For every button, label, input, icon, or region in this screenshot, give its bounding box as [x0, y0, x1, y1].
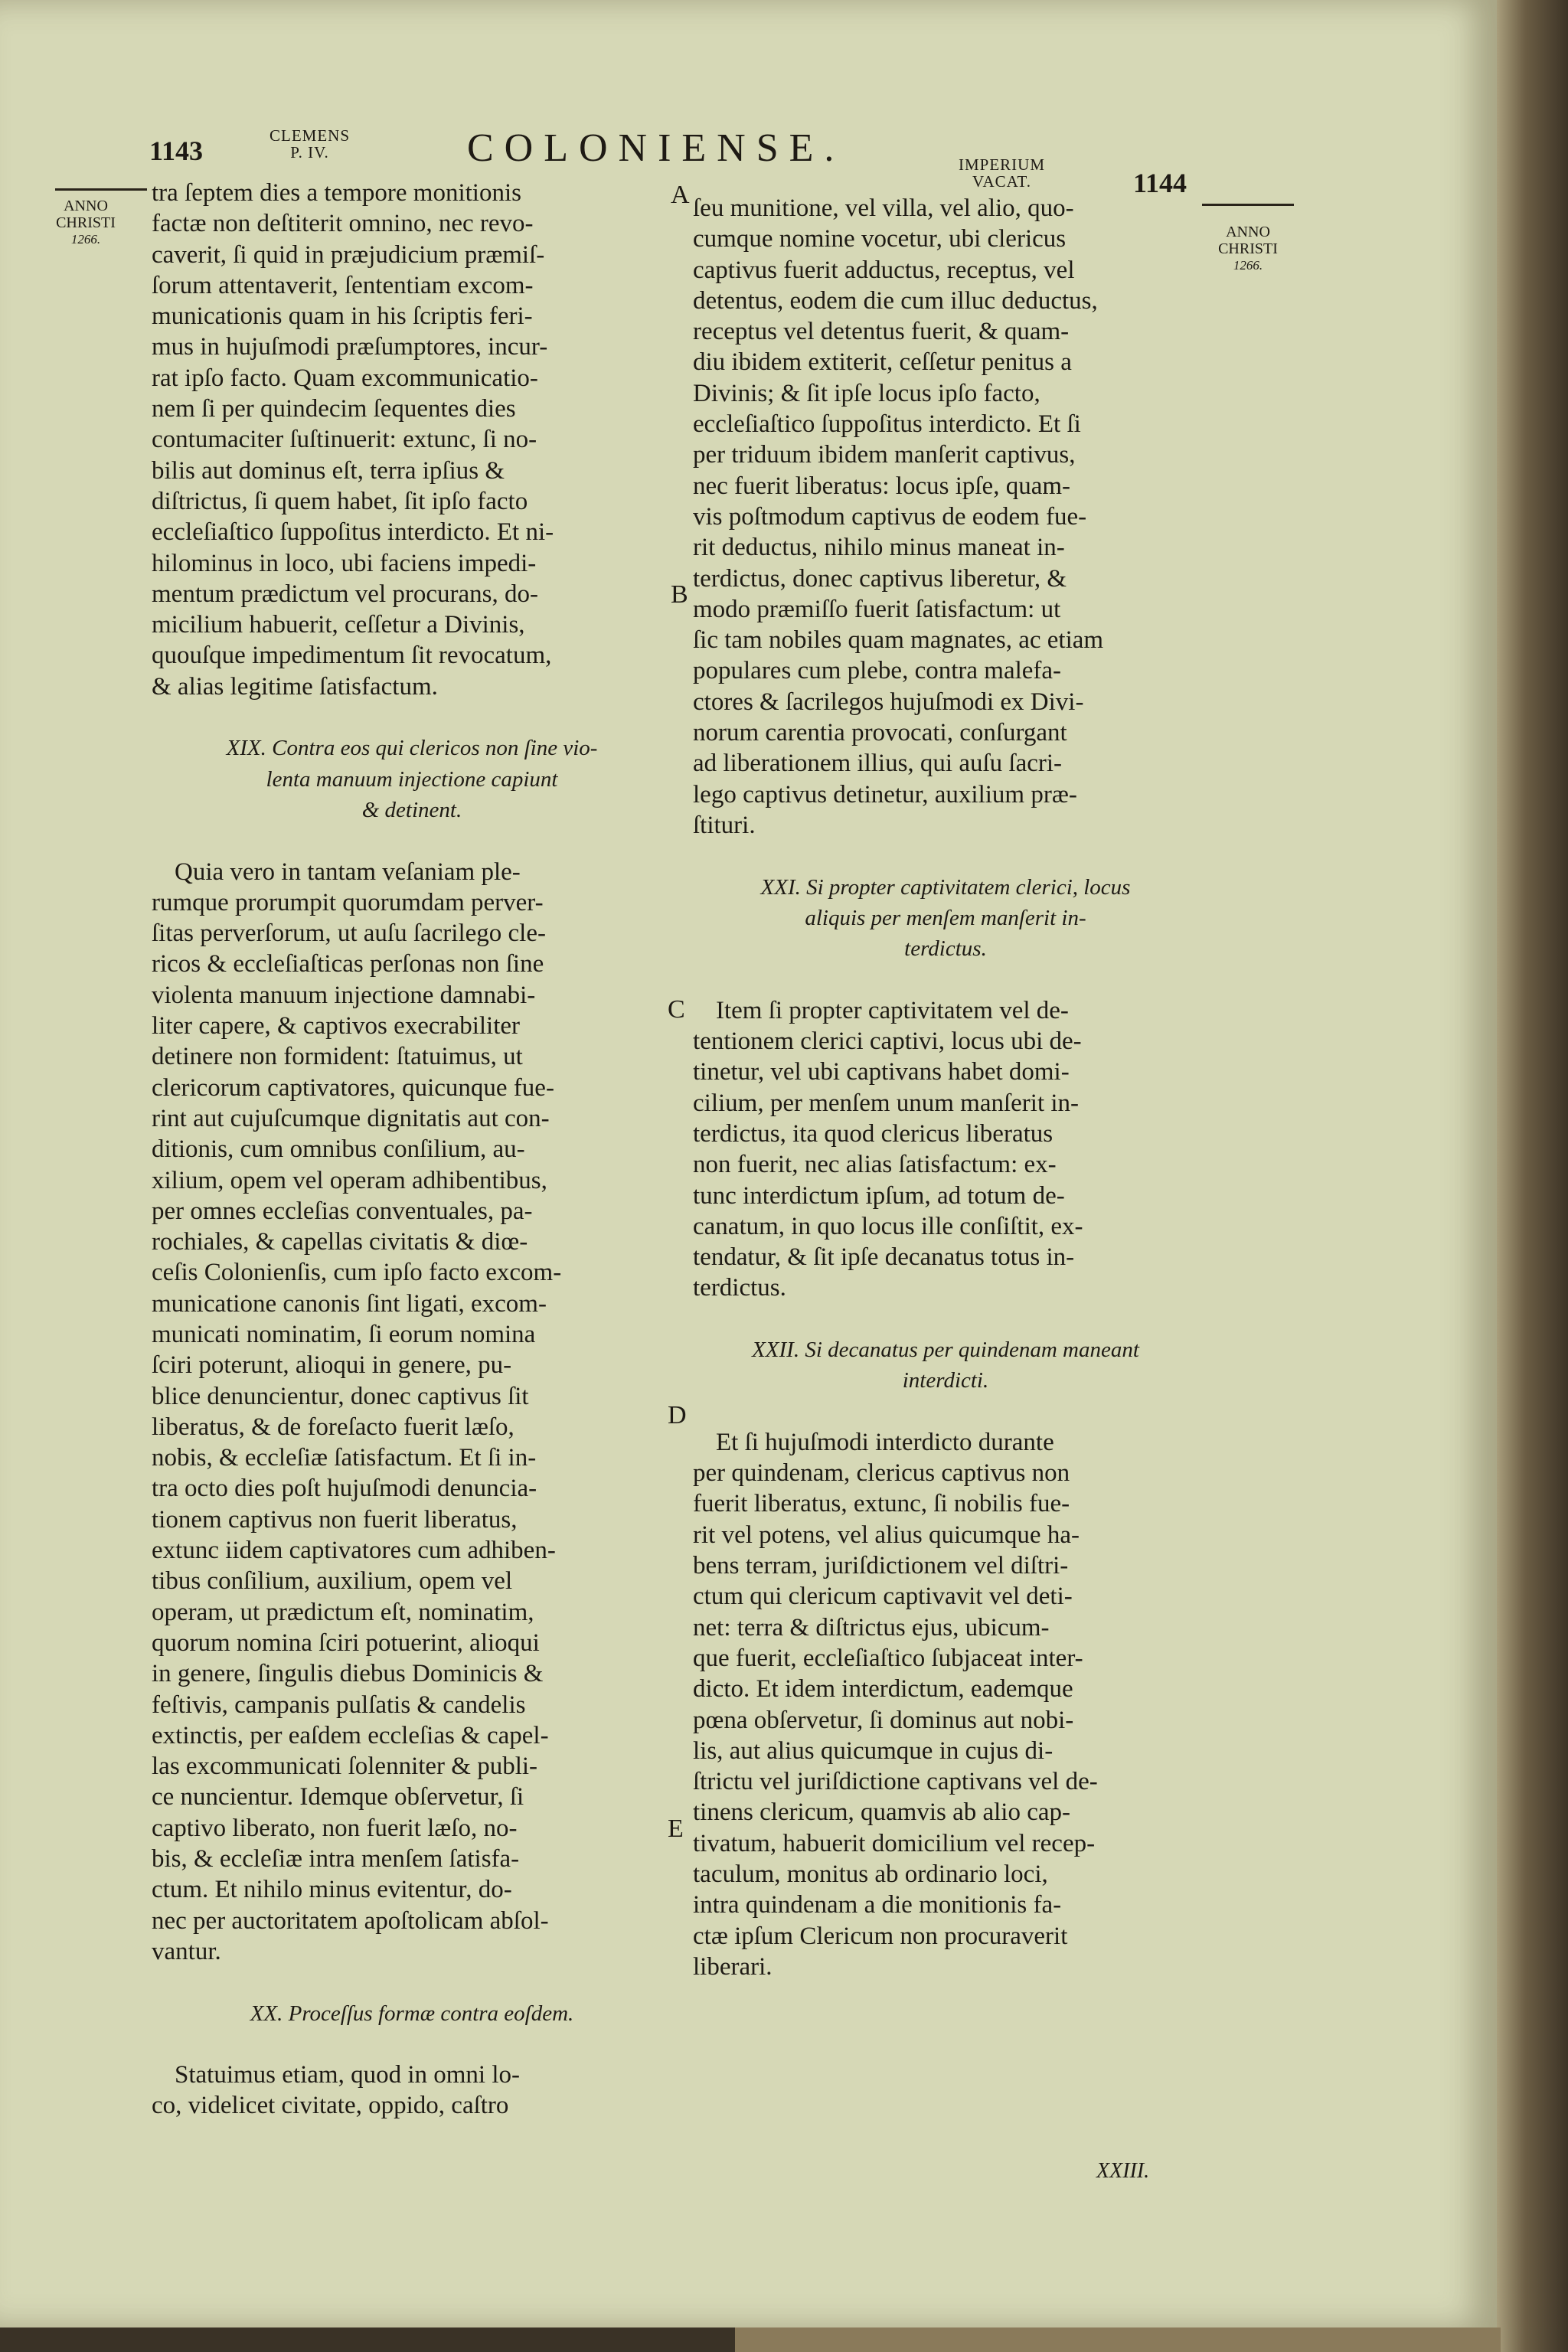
margin-year-right — [1210, 224, 1286, 274]
text-line: Et ſi hujuſmodi interdicto durante — [716, 1428, 1054, 1456]
text-line: ſtrictu vel juriſdictione captivans vel de- — [693, 1768, 1098, 1796]
text-line: tinens clericum, quamvis ab alio cap- — [693, 1798, 1071, 1827]
text-line: tionem captivus non fuerit liberatus, — [152, 1505, 518, 1534]
section-heading: terdictus. — [904, 936, 987, 962]
text-line: in genere, ſingulis diebus Dominicis & — [152, 1660, 544, 1688]
text-line: net: terra & diſtrictus ejus, ubicum- — [693, 1613, 1050, 1642]
text-line: tinetur, vel ubi captivans habet domi- — [693, 1058, 1070, 1086]
text-line: xilium, opem vel operam adhibentibus, — [152, 1166, 547, 1194]
text-line: ceſis Colonienſis, cum ipſo facto excom- — [152, 1259, 562, 1287]
page-number-left: 1143 — [149, 136, 204, 166]
text-line: Item ſi propter captivitatem vel de- — [716, 996, 1069, 1024]
text-line: tivatum, habuerit domicilium vel recep- — [693, 1829, 1096, 1857]
text-line: terdictus, ita quod clericus liberatus — [693, 1119, 1054, 1148]
paragraph-gap — [693, 964, 1198, 995]
text-line: Divinis; & ſit ipſe locus ipſo facto, — [693, 379, 1040, 407]
text-line: Quia vero in tantam veſaniam ple- — [175, 858, 521, 886]
text-line: factæ non deſtiterit omnino, nec revo- — [152, 210, 534, 238]
text-line: tra octo dies poſt hujuſmodi denuncia- — [152, 1475, 537, 1503]
book-spine — [1497, 0, 1568, 2352]
section-heading: aliquis per menſem manſerit in- — [805, 905, 1086, 930]
text-line: nec fuerit liberatus: locus ipſe, quam- — [693, 472, 1071, 500]
running-head-right — [959, 156, 1045, 190]
text-line: municationis quam in his ſcriptis feri- — [152, 302, 533, 331]
text-line: tunc interdictum ipſum, ad totum de- — [693, 1181, 1065, 1210]
text-line: receptus vel detentus fuerit, & quam- — [693, 318, 1070, 346]
text-line: que fuerit, eccleſiaſtico ſubjaceat inter- — [693, 1644, 1083, 1672]
text-line: hilominus in loco, ubi faciens impedi- — [152, 549, 537, 577]
text-line: mus in hujuſmodi præſumptores, incur- — [152, 333, 548, 361]
text-line: ſeu munitione, vel villa, vel alio, quo- — [693, 194, 1074, 222]
text-line: tibus conſilium, auxilium, opem vel — [152, 1567, 513, 1596]
text-line: municatione canonis ſint ligati, excom- — [152, 1289, 547, 1318]
text-line: operam, ut prædictum eſt, nominatim, — [152, 1598, 534, 1626]
text-line: taculum, monitus ab ordinario loci, — [693, 1860, 1048, 1889]
text-line: nec per auctoritatem apoſtolicam abſol- — [152, 1906, 549, 1935]
section-heading: lenta manuum injectione capiunt — [266, 766, 558, 792]
paragraph-gap — [152, 825, 672, 856]
text-line: las excommunicati ſolenniter & publi- — [152, 1753, 538, 1781]
text-line: mentum prædictum vel procurans, do- — [152, 580, 538, 608]
text-line: detentus, eodem die cum illuc deductus, — [693, 286, 1098, 315]
text-line: rint aut cujuſcumque dignitatis aut con- — [152, 1104, 550, 1132]
text-line: modo præmiſſo fuerit ſatisfactum: ut — [693, 595, 1061, 623]
text-line: rochiales, & capellas civitatis & diœ- — [152, 1228, 528, 1256]
running-head-left-line: CLEMENS — [270, 126, 351, 145]
text-line: liberatus, & de foreſacto fuerit læſo, — [152, 1413, 514, 1441]
text-line: municati nominatim, ſi eorum nomina — [152, 1320, 536, 1348]
text-line: diſtrictus, ſi quem habet, ſit ipſo facto — [152, 487, 528, 515]
text-line: rit deductus, nihilo minus maneat in- — [693, 534, 1065, 562]
running-head-right-line: VACAT. — [972, 172, 1031, 191]
text-line: ad liberationem illius, qui auſu ſacri- — [693, 750, 1063, 778]
text-line: per quindenam, clericus captivus non — [693, 1459, 1070, 1488]
text-line: terdictus, donec captivus liberetur, & — [693, 564, 1067, 593]
text-line: rit vel potens, vel alius quicumque ha- — [693, 1521, 1080, 1549]
text-line: intra quindenam a die monitionis fa- — [693, 1891, 1062, 1919]
catchword: XXIII. — [1096, 2159, 1150, 2183]
text-line: lis, aut alius quicumque in cujus di- — [693, 1736, 1054, 1765]
section-heading: XXII. Si decanatus per quindenam maneant — [752, 1337, 1139, 1362]
text-line: eccleſiaſtico ſuppoſitus interdicto. Et ni- — [152, 518, 554, 547]
text-line: extunc iidem captivatores cum adhiben- — [152, 1537, 556, 1565]
paragraph-gap — [693, 1396, 1198, 1427]
text-line: vis poſtmodum captivus de eodem fue- — [693, 502, 1087, 531]
text-line: dicto. Et idem interdictum, eademque — [693, 1675, 1073, 1704]
margin-label: CHRISTI — [1218, 240, 1278, 257]
running-head-left-line: P. IV. — [290, 143, 329, 162]
text-line: canatum, in quo locus ille conſiſtit, ex- — [693, 1212, 1083, 1240]
text-line: liter capere, & captivos execrabiliter — [152, 1012, 520, 1040]
text-line: rumque prorumpit quorumdam perver- — [152, 888, 544, 916]
text-line: populares cum plebe, contra malefa- — [693, 657, 1062, 685]
text-line: fuerit liberatus, extunc, ſi nobilis fue- — [693, 1490, 1070, 1518]
text-line: detinere non formident: ſtatuimus, ut — [152, 1043, 523, 1071]
section-heading: XXI. Si propter captivitatem clerici, locus — [760, 874, 1131, 900]
page-title: COLONIENSE. — [467, 126, 845, 170]
paragraph-gap — [693, 841, 1198, 871]
text-line: rat ipſo facto. Quam excommunicatio- — [152, 364, 538, 392]
text-line: blice denuncientur, donec captivus ſit — [152, 1382, 529, 1410]
text-line: per triduum ibidem manſerit captivus, — [693, 441, 1076, 469]
text-line: tra ſeptem dies a tempore monitionis — [152, 179, 521, 207]
section-letter-e: E — [668, 1815, 684, 1843]
page-edge — [735, 2328, 1501, 2352]
text-line: feſtivis, campanis pulſatis & candelis — [152, 1690, 526, 1719]
page-number-right: 1144 — [1133, 168, 1187, 198]
text-line: bens terram, juriſdictionem vel diſtri- — [693, 1552, 1069, 1580]
rule-right — [1202, 204, 1294, 206]
text-line: captivus fuerit adductus, receptus, vel — [693, 256, 1075, 284]
text-line: cumque nomine vocetur, ubi clericus — [693, 225, 1067, 253]
paragraph-gap — [152, 2029, 672, 2060]
text-line: bilis aut dominus eſt, terra ipſius & — [152, 456, 505, 485]
section-heading: interdicti. — [902, 1368, 989, 1393]
text-line: micilium habuerit, ceſſetur a Divinis, — [152, 611, 525, 639]
text-line: ſorum attentaverit, ſententiam excom- — [152, 271, 534, 299]
text-line: ſciri poterunt, alioqui in genere, pu- — [152, 1351, 512, 1380]
text-line: co, videlicet civitate, oppido, caſtro — [152, 2092, 509, 2120]
text-line: ctum. Et nihilo minus evitentur, do- — [152, 1876, 512, 1904]
text-line: violenta manuum injectione damnabi- — [152, 981, 536, 1009]
text-line: norum carentia provocati, conſurgant — [693, 719, 1067, 747]
paragraph-gap — [693, 1304, 1198, 1334]
text-line: quorum nomina ſciri potuerint, alioqui — [152, 1628, 540, 1657]
paragraph-gap — [152, 702, 672, 733]
text-column-left — [152, 178, 672, 2122]
text-line: captivo liberato, non fuerit læſo, no- — [152, 1814, 518, 1842]
margin-label: CHRISTI — [56, 214, 116, 231]
text-line: extinctis, per eaſdem eccleſias & capel- — [152, 1721, 549, 1749]
running-head-right-line: IMPERIUM — [959, 155, 1046, 174]
margin-year: 1266. — [1233, 258, 1263, 273]
text-column-right — [693, 193, 1198, 1982]
text-line: vantur. — [152, 1937, 221, 1965]
paragraph-gap — [152, 1967, 672, 1998]
margin-year-left — [55, 198, 116, 248]
text-line: ſic tam nobiles quam magnates, ac etiam — [693, 626, 1104, 655]
margin-label: ANNO — [1226, 224, 1270, 240]
text-line: lego captivus detinetur, auxilium præ- — [693, 780, 1077, 808]
text-line: non fuerit, nec alias ſatisfactum: ex- — [693, 1151, 1057, 1179]
section-letter-c: C — [668, 995, 685, 1024]
text-line: nobis, & eccleſiæ ſatisfactum. Et ſi in- — [152, 1444, 537, 1472]
text-line: ce nuncientur. Idemque obſervetur, ſi — [152, 1783, 524, 1811]
section-letter-d: D — [668, 1401, 687, 1429]
text-line: & alias legitime ſatisfactum. — [152, 672, 438, 701]
text-line: tendatur, & ſit ipſe decanatus totus in- — [693, 1243, 1075, 1272]
text-line: contumaciter ſuſtinuerit: extunc, ſi no- — [152, 426, 537, 454]
text-line: ſitas perverſorum, ut auſu ſacrilego cle- — [152, 920, 546, 948]
text-line: bis, & eccleſiæ intra menſem ſatisfa- — [152, 1845, 520, 1873]
text-line: ſtituri. — [693, 811, 756, 839]
section-letter-b: B — [671, 580, 688, 609]
text-line: ctum qui clericum captivavit vel deti- — [693, 1583, 1073, 1611]
section-heading: XIX. Contra eos qui clericos non ſine vio- — [226, 736, 598, 761]
section-letter-a: A — [671, 181, 690, 209]
text-line: liberari. — [693, 1952, 773, 1981]
section-heading: & detinent. — [361, 797, 462, 822]
text-line: clericorum captivatores, quicunque fue- — [152, 1073, 554, 1102]
text-line: per omnes eccleſias conventuales, pa- — [152, 1197, 533, 1225]
text-line: tentionem clerici captivi, locus ubi de- — [693, 1027, 1082, 1056]
text-line: cilium, per menſem unum manſerit in- — [693, 1089, 1080, 1117]
text-line: ditionis, cum omnibus conſilium, au- — [152, 1135, 525, 1164]
margin-label: ANNO — [64, 198, 108, 214]
text-line: eccleſiaſtico ſuppoſitus interdicto. Et ſi — [693, 410, 1081, 439]
text-line: Statuimus etiam, quod in omni lo- — [175, 2061, 520, 2089]
text-line: ctores & ſacrilegos hujuſmodi ex Divi- — [693, 688, 1084, 716]
text-line: pœna obſervetur, ſi dominus aut nobi- — [693, 1706, 1074, 1734]
text-line: ricos & eccleſiaſticas perſonas non ſine — [152, 950, 544, 978]
section-heading: XX. Proceſſus formæ contra eoſdem. — [250, 2001, 574, 2026]
rule-left — [55, 188, 147, 191]
margin-year: 1266. — [70, 232, 101, 247]
text-line: diu ibidem extiterit, ceſſetur penitus a — [693, 348, 1072, 377]
text-line: nem ſi per quindecim ſequentes dies — [152, 395, 516, 423]
text-line: quouſque impedimentum ſit revocatum, — [152, 642, 552, 670]
text-line: caverit, ſi quid in præjudicium præmiſ- — [152, 240, 545, 269]
running-head-left — [270, 127, 350, 161]
text-line: terdictus. — [693, 1274, 786, 1302]
text-line: ctæ ipſum Clericum non procuraverit — [693, 1922, 1068, 1950]
